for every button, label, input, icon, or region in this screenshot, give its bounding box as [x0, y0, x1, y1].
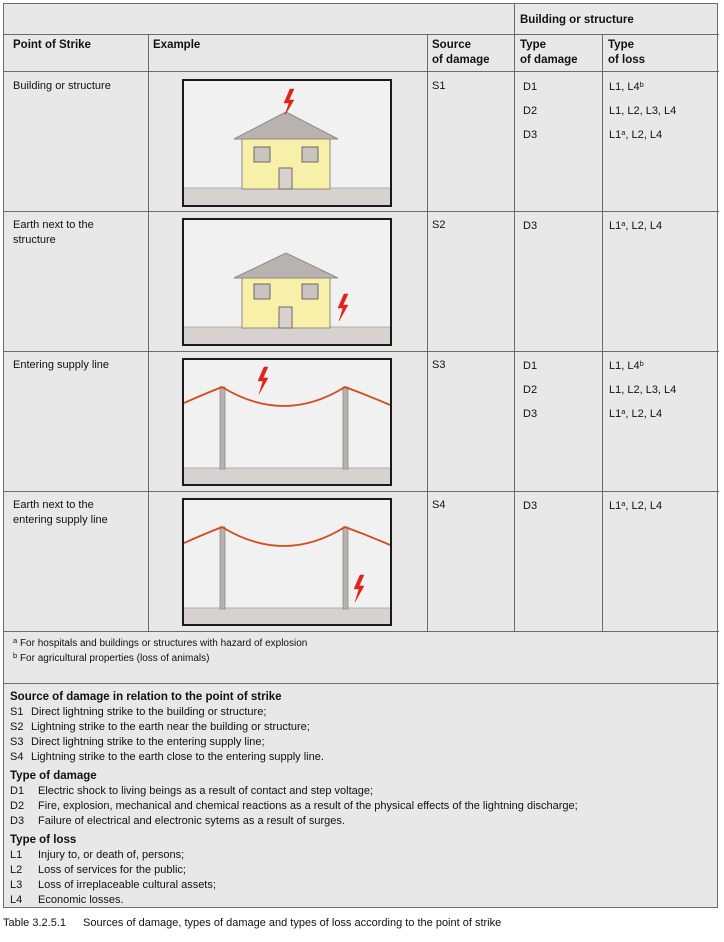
row1-loss1: L1, L4$^b$: [609, 80, 644, 93]
legend-l3: L3 Loss of irreplaceable cultural assets;: [10, 879, 216, 891]
footnote-a: $^a$ For hospitals and buildings or structures with hazard of explosion: [13, 636, 308, 649]
row2-loss: L1$^a$, L2, L4: [609, 219, 663, 232]
row1-d1: D1: [523, 81, 538, 93]
group-title: Building or structure: [520, 14, 634, 26]
legend-s1: S1 Direct lightning strike to the building or structure;: [10, 706, 267, 718]
legend: [10, 690, 700, 908]
row1-source: S1: [432, 80, 446, 92]
row4-d3: D3: [523, 500, 538, 512]
row3-source: S3: [432, 359, 446, 371]
lightning-icon: [338, 294, 348, 321]
legend-source-title: Source of damage in relation to the point of strike: [10, 691, 282, 703]
lightning-icon: [284, 89, 294, 115]
legend-d1: D1 Electric shock to living beings as a result of contact and step voltage;: [10, 785, 374, 797]
col-type-of-damage: Type of damage: [520, 39, 578, 66]
row3-loss2: L1, L2, L3, L4: [609, 384, 677, 396]
legend-l1: L1 Injury to, or death of, persons;: [10, 849, 185, 861]
row1-point: Building or structure: [13, 80, 111, 92]
legend-d3: D3 Failure of electrical and electronic sytems as a result of surges.: [10, 815, 345, 827]
row3-d2: D2: [523, 384, 538, 396]
lightning-icon: [258, 367, 268, 394]
row3-d1: D1: [523, 360, 538, 372]
legend-l2: L2 Loss of services for the public;: [10, 864, 186, 876]
col-type-of-loss: Type of loss: [608, 39, 646, 66]
row3-d3: D3: [523, 408, 538, 420]
row2-source: S2: [432, 219, 446, 231]
legend-d2: D2 Fire, explosion, mechanical and chemical reactions as a result of the physical effects of the lightning discharge;: [10, 800, 578, 812]
col-source-of-damage: Source of damage: [432, 39, 490, 66]
row3-loss1: L1, L4$^b$: [609, 359, 644, 372]
row1-loss3: L1$^a$, L2, L4: [609, 128, 663, 141]
row2-d3: D3: [523, 220, 538, 232]
col-point-of-strike: Point of Strike: [13, 39, 91, 51]
row1-d3: D3: [523, 129, 538, 141]
legend-s4: S4 Lightning strike to the earth close to the entering supply line.: [10, 751, 324, 763]
legend-loss-title: Type of loss: [10, 834, 77, 846]
lightning-icon: [354, 575, 364, 602]
example-line-ground-strike: [182, 498, 392, 626]
row1-d2: D2: [523, 105, 538, 117]
row4-source: S4: [432, 499, 446, 511]
row2-point: Earth next to the structure: [13, 219, 94, 246]
legend-damage-title: Type of damage: [10, 770, 97, 782]
row4-loss: L1$^a$, L2, L4: [609, 499, 663, 512]
row3-loss3: L1$^a$, L2, L4: [609, 407, 663, 420]
footnote-b: $^b$ For agricultural properties (loss of animals): [13, 651, 210, 664]
row3-point: Entering supply line: [13, 359, 110, 371]
legend-l4: L4 Economic losses.: [10, 894, 124, 906]
legend-s3: S3 Direct lightning strike to the entering supply line;: [10, 736, 265, 748]
example-house-ground-strike: [182, 218, 392, 346]
row1-loss2: L1, L2, L3, L4: [609, 105, 677, 117]
row4-point: Earth next to the entering supply line: [13, 499, 108, 526]
col-example: Example: [153, 39, 201, 51]
legend-s2: S2 Lightning strike to the earth near the building or structure;: [10, 721, 310, 733]
table-caption: Table 3.2.5.1 Sources of damage, types of damage and types of loss according to the point of strike: [3, 917, 502, 929]
example-house-roof-strike: [182, 79, 392, 207]
example-line-strike: [182, 358, 392, 486]
